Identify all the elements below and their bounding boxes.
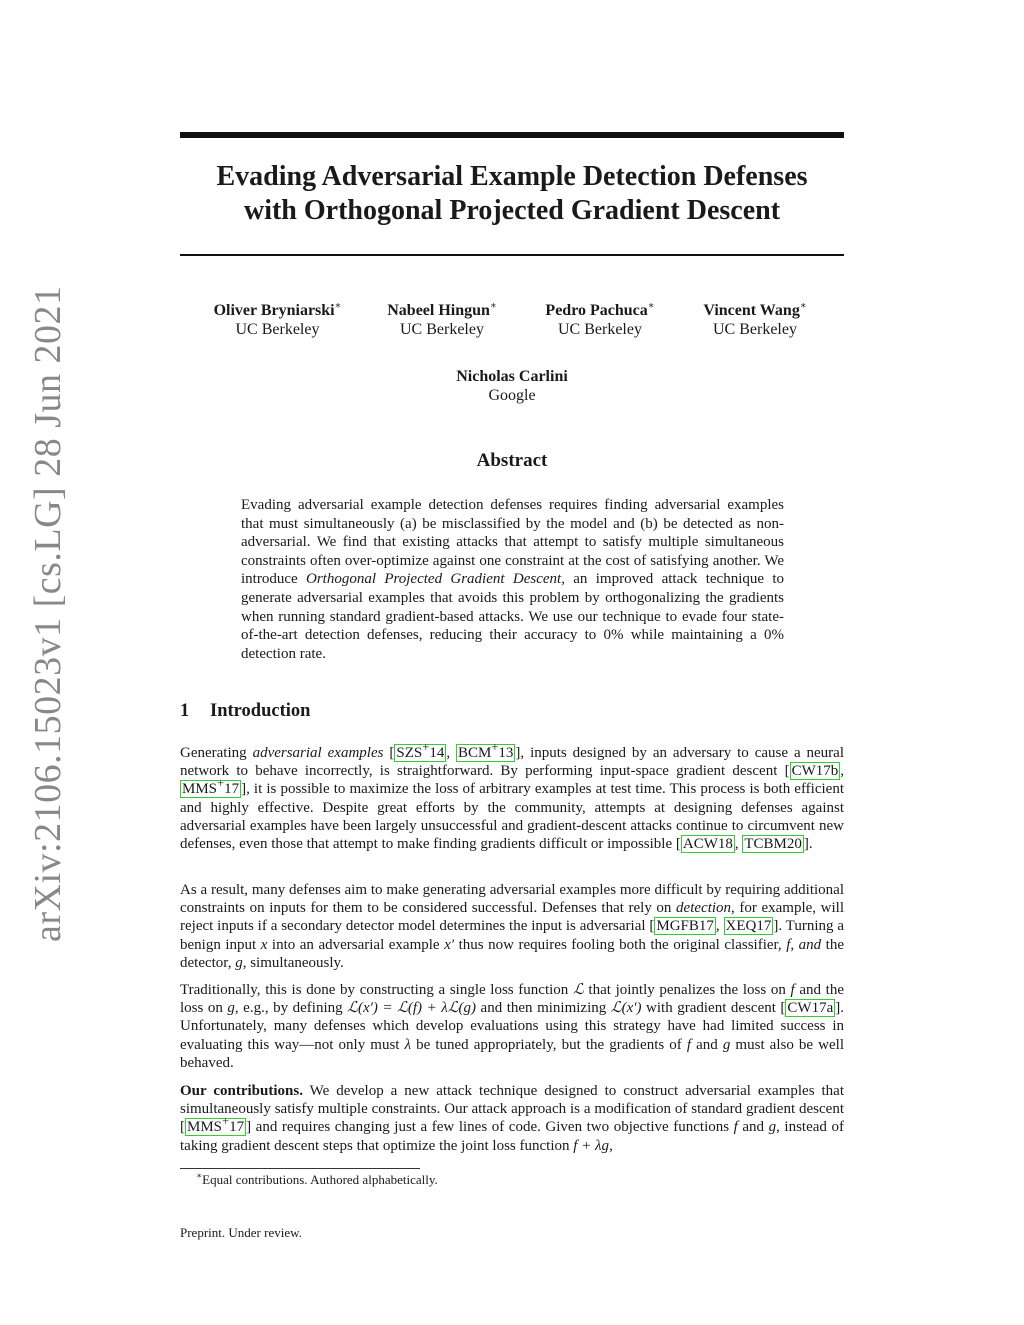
citation-link[interactable]: MMS+17: [182, 776, 240, 798]
author-affiliation: UC Berkeley: [558, 321, 642, 338]
author-5: [432, 367, 592, 405]
author-mark: ∗: [647, 300, 655, 312]
author-1: [205, 301, 350, 339]
author-name: Vincent Wang: [703, 302, 800, 319]
citation-link[interactable]: CW17b: [791, 763, 839, 780]
abstract-text: Evading adversarial example detection defenses requires finding adversarial examples that must simultaneously (a) be misclassified by the model and (b) be detected as non-adversarial. We find that existing attacks that attempt to satisfy multiple simultaneous constraints often over-optimize against one constraint at the cost of satisfying another. We introduce: [241, 497, 784, 588]
abstract-heading: Abstract: [476, 450, 548, 471]
author-name: Pedro Pachuca: [545, 302, 648, 319]
footnote-text: Equal contributions. Authored alphabetically.: [202, 1172, 438, 1187]
paper-title: [180, 160, 844, 228]
author-name: Nicholas Carlini: [456, 368, 568, 385]
title-line-2: with Orthogonal Projected Gradient Descent: [243, 195, 781, 226]
arxiv-identifier: arXiv:2106.15023v1 [cs.LG] 28 Jun 2021: [27, 285, 69, 942]
title-line-1: Evading Adversarial Example Detection Defenses: [216, 161, 808, 192]
section-title: Introduction: [210, 701, 311, 721]
preprint-notice: Preprint. Under review.: [180, 1225, 302, 1240]
footnote-rule: [180, 1168, 420, 1169]
citation-link[interactable]: ACW18: [682, 836, 733, 853]
abstract-text: , an improved attack technique to generate adversarial examples that avoids this problem by orthogonalizing the gradients when running standard gradient-based attacks. We use our technique to evade four state-of-the-art detection defenses, reducing their accuracy to 0% while maintaining a 0% detection rate.: [241, 571, 785, 662]
author-name: Oliver Bryniarski: [213, 302, 335, 319]
contributions-label: Our contributions.: [180, 1083, 303, 1099]
author-mark: ∗: [799, 300, 807, 312]
abstract-method-name: Orthogonal Projected Gradient Descent: [305, 571, 562, 588]
intro-paragraph-2: As a result, many defenses aim to make generating adversarial examples more difficult by requiring additional constraints on inputs for them to be considered successful. Defenses that rely on detection, for example, will reject inputs if a secondary detector model determines the input is adversarial [ MGFB17 , XEQ17 ]. Turning a benign input x into an adversarial example x′ thus now requires fooling both the original classifier, f, and the detector, g, simultaneously.: [180, 882, 845, 971]
intro-paragraph-3: Traditionally, this is done by constructing a single loss function ℒ that jointly penalizes the loss on f and the loss on g, e.g., by defining ℒ(x′) = ℒ(f) + λℒ(g) and then minimizing ℒ(x′) with gradient descent [ CW17a ]. Unfortunately, many defenses which develop evaluations using this strategy have had limited success in evaluating this way—not only must λ be tuned appropriately, but the gradients of f and g must also be well behaved.: [180, 982, 844, 1071]
citation-link[interactable]: MGFB17: [656, 918, 714, 935]
author-affiliation: Google: [488, 387, 536, 404]
citation-link[interactable]: SZS+14: [396, 740, 445, 761]
author-affiliation: UC Berkeley: [235, 321, 320, 338]
citation-link[interactable]: BCM+13: [457, 740, 514, 761]
intro-paragraph-1: Generating adversarial examples [ SZS+14 , BCM+13 ], inputs designed by an adversary to cause a neural network to behave incorrectly, is straightforward. By performing input-space gradient descent [ CW17b , MMS+17 ], it is possible to maximize the loss of arbitrary examples at test time. This process is both efficient and highly effective. Despite great efforts by the community, attempts at designing defenses against adversarial examples have been largely unsuccessful and gradient-descent attacks continue to circumvent new defenses, even those that attempt to make finding gradients difficult or impossible [ ACW18 , TCBM20 ].: [180, 740, 845, 853]
citation-link[interactable]: TCBM20: [744, 836, 802, 853]
author-2: [372, 301, 512, 339]
author-affiliation: UC Berkeley: [713, 321, 797, 338]
author-name: Nabeel Hingun: [387, 302, 490, 319]
author-mark: ∗: [334, 300, 342, 312]
footnote-mark: ∗: [196, 1170, 203, 1181]
author-4: [688, 301, 822, 339]
title-top-rule: [180, 132, 844, 138]
author-mark: ∗: [489, 300, 497, 312]
author-affiliation: UC Berkeley: [400, 321, 484, 338]
section-heading-introduction: [180, 701, 310, 722]
citation-link[interactable]: CW17a: [787, 1000, 834, 1017]
author-3: [530, 301, 670, 339]
section-number: 1: [180, 701, 190, 721]
intro-paragraph-contributions: Our contributions. We develop a new attack technique designed to construct adversarial examples that simultaneously satisfy multiple constraints. Our attack approach is a modification of standard gradient descent [ MMS+17 ] and requires changing just a few lines of code. Given two objective functions f and g, instead of taking gradient descent steps that optimize the joint loss function f + λg,: [180, 1083, 844, 1154]
abstract-body: [241, 496, 784, 663]
title-bottom-rule: [180, 254, 844, 256]
footnote: [196, 1172, 438, 1188]
citation-link[interactable]: XEQ17: [725, 918, 772, 935]
citation-link[interactable]: MMS+17: [187, 1114, 245, 1136]
